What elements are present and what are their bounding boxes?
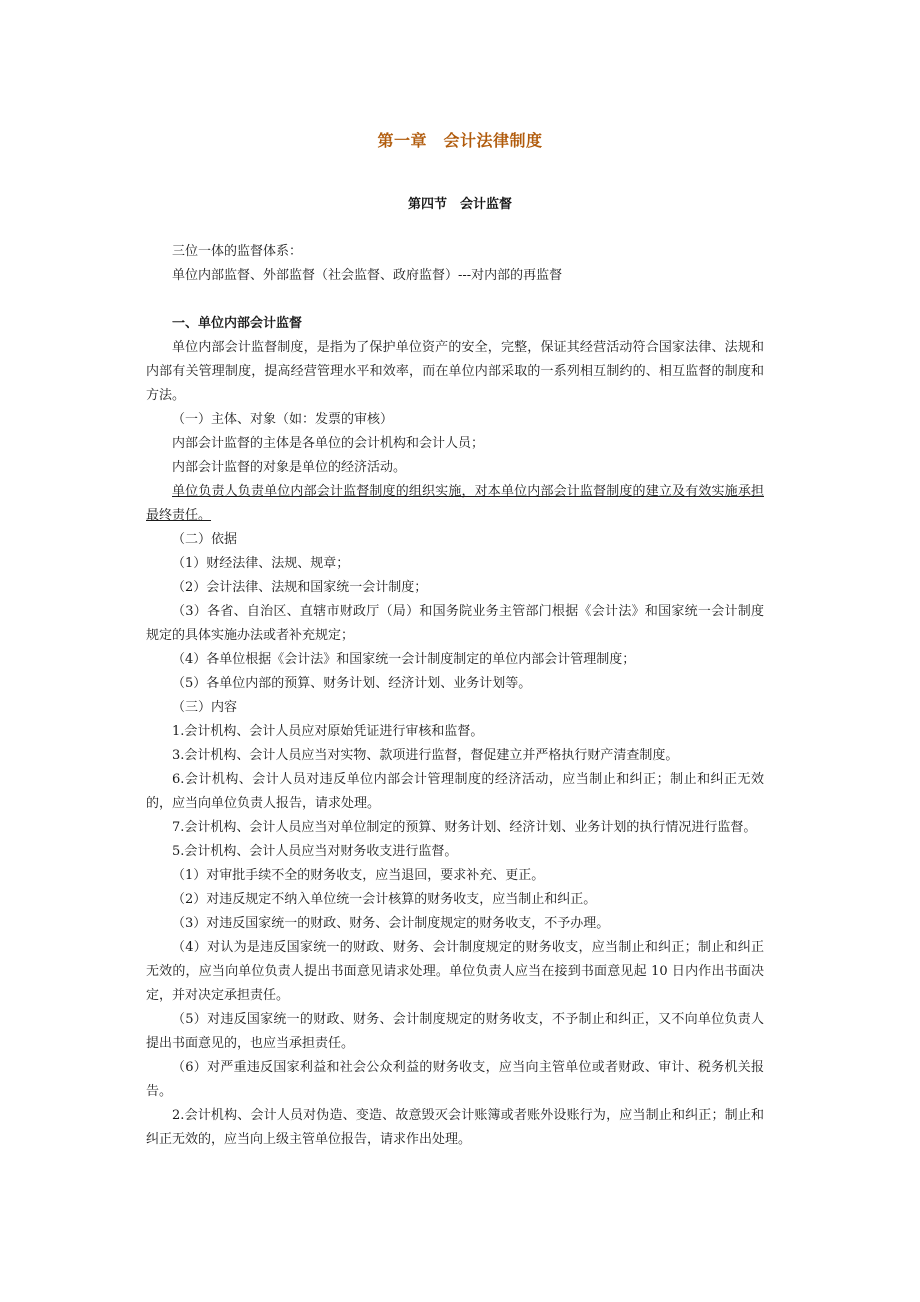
sub3-item-c1: （4）对认为是违反国家统一的财政、财务、会计制度规定的财务收支，应当制止和纠正；制止和纠正无效的，应当向单位负责人提出书面意见请求处理。单位负责人应当在接到书面意见起 10 日内作出书面决定，并对决定承担责任。: [146, 940, 764, 1003]
sub3-item-a1: 1.会计机构、会计人员应对原始凭证进行审核和监督。: [172, 724, 484, 739]
sub3-heading: （三）内容: [172, 700, 238, 715]
chapter-title: 第一章 会计法律制度: [377, 131, 543, 150]
part1-definition: 单位内部会计监督制度，是指为了保护单位资产的安全，完整，保证其经营活动符合国家法律、法规和内部有关管理制度，提高经营管理水平和效率，而在单位内部采取的一系列相互制约的、相互监督的制度和方法。: [146, 340, 764, 403]
sub2-item-3: （3）各省、自治区、直辖市财政厅（局）和国务院业务主管部门根据《会计法》和国家统一会计制度规定的具体实施办法或者补充规定；: [146, 604, 764, 643]
document-body: [146, 240, 764, 1152]
sub3-item-a3: 6.会计机构、会计人员对违反单位内部会计管理制度的经济活动，应当制止和纠正；制止和纠正无效的，应当向单位负责人报告，请求处理。: [146, 772, 764, 811]
sub2-item-5: （5）各单位内部的预算、财务计划、经济计划、业务计划等。: [172, 676, 532, 691]
sub3-item-b2: （2）对违反规定不纳入单位统一会计核算的财务收支，应当制止和纠正。: [172, 892, 597, 907]
sub1-underlined-statement: 单位负责人负责单位内部会计监督制度的组织实施，对本单位内部会计监督制度的建立及有效实施承担最终责任。: [146, 484, 764, 523]
sub1-line-1: 内部会计监督的主体是各单位的会计机构和会计人员；: [172, 436, 485, 451]
sub2-item-2: （2）会计法律、法规和国家统一会计制度；: [172, 580, 428, 595]
sub3-item-b1: （1）对审批手续不全的财务收支，应当退回，要求补充、更正。: [172, 868, 545, 883]
section-title: 第四节 会计监督: [407, 197, 512, 212]
sub1-line-2: 内部会计监督的对象是单位的经济活动。: [172, 460, 407, 475]
sub1-heading: （一）主体、对象（如：发票的审核）: [172, 412, 394, 427]
part1-heading: 一、单位内部会计监督: [172, 316, 303, 331]
intro-line-1: 三位一体的监督体系：: [172, 244, 303, 259]
sub2-item-1: （1）财经法律、法规、规章；: [172, 556, 350, 571]
sub3-item-a5: 5.会计机构、会计人员应当对财务收支进行监督。: [172, 844, 458, 859]
sub2-heading: （二）依据: [172, 532, 238, 547]
sub3-item-c3: （6）对严重违反国家利益和社会公众利益的财务收支，应当向主管单位或者财政、审计、税务机关报告。: [146, 1060, 764, 1099]
intro-line-2: 单位内部监督、外部监督（社会监督、政府监督）---对内部的再监督: [172, 268, 563, 283]
sub3-item-a4: 7.会计机构、会计人员应当对单位制定的预算、财务计划、经济计划、业务计划的执行情况进行监督。: [172, 820, 757, 835]
sub3-item-b3: （3）对违反国家统一的财政、财务、会计制度规定的财务收支，不予办理。: [172, 916, 610, 931]
sub3-item-a2: 3.会计机构、会计人员应当对实物、款项进行监督，督促建立并严格执行财产清查制度。: [172, 748, 679, 763]
sub3-final-item: 2.会计机构、会计人员对伪造、变造、故意毁灭会计账簿或者账外设账行为，应当制止和纠正；制止和纠正无效的，应当向上级主管单位报告，请求作出处理。: [146, 1108, 764, 1147]
sub3-item-c2: （5）对违反国家统一的财政、财务、会计制度规定的财务收支，不予制止和纠正，又不向单位负责人提出书面意见的，也应当承担责任。: [146, 1012, 764, 1051]
sub2-item-4: （4）各单位根据《会计法》和国家统一会计制度制定的单位内部会计管理制度；: [172, 652, 636, 667]
